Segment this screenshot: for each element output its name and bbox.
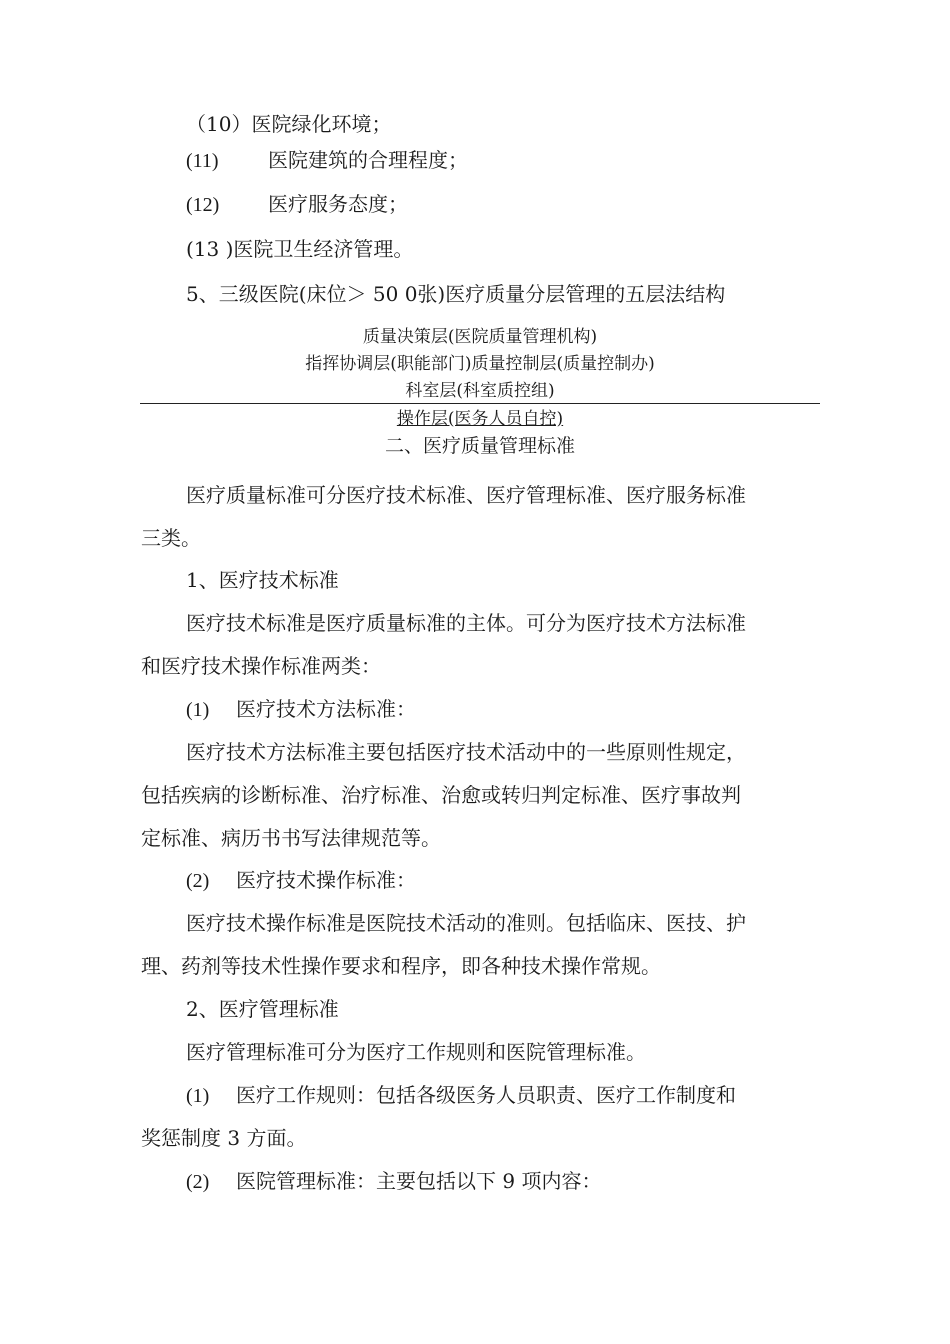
paragraph-line: 医疗技术操作标准是医院技术活动的准则。包括临床、医技、护 [186,911,746,935]
list-text: 医院建筑的合理程度； [268,148,468,172]
list-item [186,1168,601,1195]
layer-decision: 质量决策层(医院质量管理机构) [362,327,598,347]
list-item-10: （10）医院绿化环境； [186,112,392,136]
structure-heading: 5、三级医院(床位＞ 50 0张)医疗质量分层管理的五层法结构 [186,282,726,306]
paragraph-line: 医疗技术方法标准主要包括医疗技术活动中的一些原则性规定， [186,740,746,764]
paragraph-line: 定标准、病历书书写法律规范等。 [141,826,441,850]
list-text: 医疗技术方法标准： [236,697,416,721]
subsection-heading: 1、医疗技术标准 [186,568,339,592]
list-text: 医疗服务态度； [268,192,408,216]
layer-department: 科室层(科室质控组) [405,381,555,401]
paragraph-line: 三类。 [141,526,201,550]
list-item [186,1082,736,1109]
paragraph-line: 包括疾病的诊断标准、治疗标准、治愈或转归判定标准、医疗事故判 [141,783,741,807]
list-text: 医疗技术操作标准： [236,868,416,892]
subsection-heading: 2、医疗管理标准 [186,997,339,1021]
list-text: 医院管理标准：主要包括以下 9 项内容： [236,1169,602,1193]
paragraph-line: 奖惩制度 3 方面。 [141,1126,307,1150]
list-item-11 [186,147,468,174]
list-number: (1) [186,699,210,721]
paragraph-line: 医疗管理标准可分为医疗工作规则和医院管理标准。 [186,1040,646,1064]
list-item [186,867,416,894]
list-number: (2) [186,1171,210,1193]
divider [140,403,820,404]
list-number: (11) [186,150,219,172]
paragraph-line: 理、药剂等技术性操作要求和程序，即各种技术操作常规。 [141,954,661,978]
list-item-13: (13 )医院卫生经济管理。 [186,237,414,261]
list-item [186,696,416,723]
list-text: 医疗工作规则：包括各级医务人员职责、医疗工作制度和 [236,1083,736,1107]
paragraph-line: 和医疗技术操作标准两类： [141,654,381,678]
paragraph-line: 医疗质量标准可分医疗技术标准、医疗管理标准、医疗服务标准 [186,483,746,507]
layer-coordination: 指挥协调层(职能部门)质量控制层(质量控制办) [305,354,655,374]
paragraph-line: 医疗技术标准是医疗质量标准的主体。可分为医疗技术方法标准 [186,611,746,635]
list-item-12 [186,191,408,218]
list-number: (1) [186,1085,210,1107]
list-number: (12) [186,194,220,216]
section-title: 二、医疗质量管理标准 [384,435,575,457]
layer-operation: 操作层(医务人员自控) [396,409,564,429]
list-number: (2) [186,870,210,892]
